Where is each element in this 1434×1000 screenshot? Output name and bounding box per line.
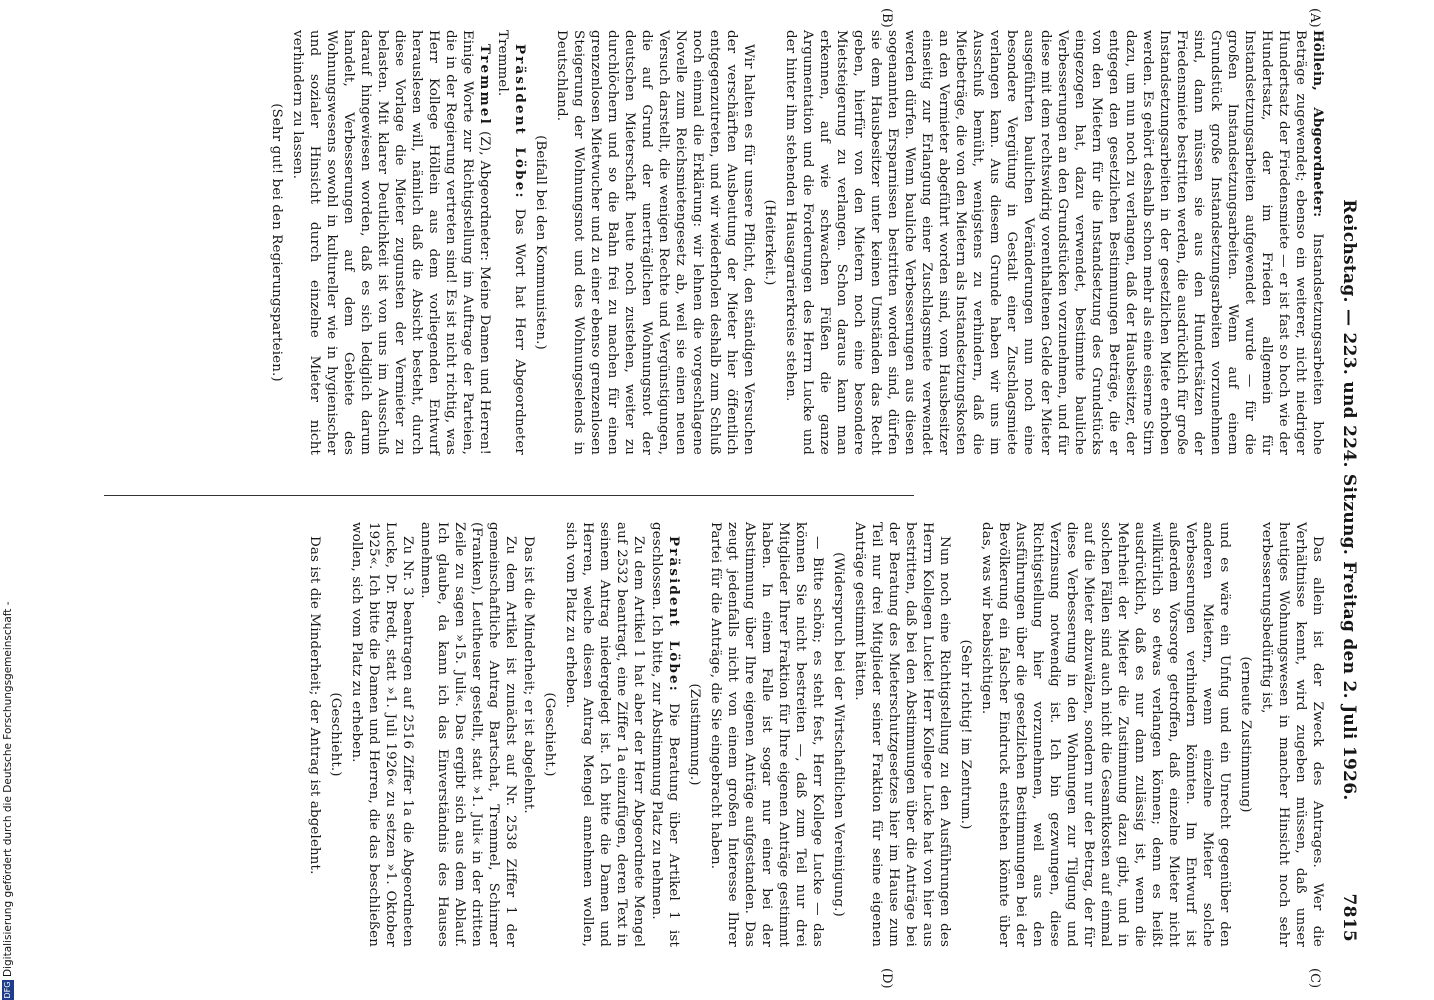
speaker-name: Tremmel	[477, 44, 493, 126]
paragraph: Das ist die Minderheit; der Antrag ist abgelehnt.	[307, 536, 322, 875]
column-divider	[104, 495, 914, 496]
margin-marker-d: (D)	[879, 968, 894, 989]
margin-marker-b: (B)	[879, 8, 894, 28]
left-column	[264, 30, 1326, 455]
paragraph	[289, 30, 493, 455]
interjection: (Sehr gut! bei den Regierungsparteien.)	[269, 103, 284, 382]
paragraph: Zu dem Artikel 1 hat aber der Herr Abgeordnete Mengel auf 2532 beantragt, eine Ziffer 1a einzufügen, deren Text in seinem Antrag niedergelegt ist. Ich bitte die Damen und Herren, welche diesen Antrag Mengel annehmen wollen, sich vom Platz zu erheben.	[563, 522, 646, 947]
interjection: (Widerspruch bei der Wirtschaftlichen Vereinigung.)	[831, 552, 846, 917]
paragraph: Zu Nr. 3 beantragen auf 2516 Ziffer 1a die Abgeordneten Lucke, Dr. Bredt, statt »1. Juli 1926« zu setzen »1. Oktober 1925«. Ich bitte die Damen und Herren, die das beschließen wollen, sich vom Platz zu erheben.	[349, 522, 415, 947]
interjection: (Heiterkeit.)	[762, 199, 777, 286]
paragraph-text: (Z), Abgeordneter: Meine Damen und Herren! Einige Worte zur Richtigstellung im Auftrage der Parteien, die in der Regierung vertreten sind! Es ist nicht richtig, was Herr Kollege Höllein aus dem vorliegenden Entwurf herauslesen will, nämlich daß die Absicht besteht, durch diese Vorlage die Mieter zugunsten der Vermieter zu belasten. Mit klarer Deutlichkeit ist von uns im Ausschuß darauf hingewiesen worden, daß es sich lediglich darum handelt, Verbesserungen auf dem Gebiete des Wohnungswesens sowohl in kultureller wie in hygienischer und sozialer Hinsicht durch einzelne Mieter nicht verhindern zu lassen.	[290, 30, 492, 455]
paragraph: Wir halten es für unsere Pflicht, den ständigen Versuchen der verschärften Ausbeutung der Mieter hier öffentlich entgegenzutreten, und wir wiederholen deshalb zum Schluß noch einmal die Erklärung: wir lehnen die vorgeschlagene Novelle zum Reichsmietengesetz ab, weil sie einen neuen Versuch darstellt, die wenigen Rechte und Vergünstigungen, die auf Grund der unerträglichen Wohnungsnot der deutschen Mieterschaft heute noch zustehen, weiter zu durchlöchern und so die Bahn frei zu machen für einen grenzenlosen Mietwucher und zu einer ebenso grenzenlosen Steigerung der Wohnungsnot und des Wohnungselends in Deutschland.	[554, 30, 756, 455]
margin-marker-c: (C)	[1307, 968, 1322, 989]
speaker-name: Präsident Löbe:	[666, 536, 682, 693]
page-header	[1329, 40, 1359, 960]
interjection: (Sehr richtig! im Zentrum.)	[958, 639, 973, 830]
paragraph-text: Instandsetzungsarbeiten hohe Beträge zugewendet; ebenso ein weiterer, nicht niedriger Hundertsatz der Friedensmiete — er ist fast so hoch wie der Hundertsatz, der im Frieden allgemein für Instandsetzungsarbeiten aufgewendet wurde — für die großen Instandsetzungsarbeiten. Wenn auf einem Grundstück große Instandsetzungsarbeiten vorzunehmen sind, dann müssen sie aus den Hundertsätzen der Friedensmiete bestritten werden, die ausdrücklich für große Instandsetzungsarbeiten in der gesetzlichen Miete erhoben werden. Es gehört deshalb schon mehr als eine eiserne Stirn dazu, um nun noch zu verlangen, daß der Hausbesitzer, der entgegen den gesetzlichen Bestimmungen Beträge, die er von den Mietern für die Instandsetzung des Grundstücks eingezogen hat, dazu verwendet, bestimmte bauliche Verbesserungen an den Grundstücken vorzunehmen, und für diese mit dem rechtswidrig vorenthaltenen Gelde der Mieter ausgeführten baulichen Veränderungen nun noch eine besondere Vergütung in Gestalt einer Zuschlagsmiete verlangen kann. Aus diesem Grunde haben wir uns im Ausschuß bemüht, wenigstens zu verhindern, daß die Mietbeträge, die von den Mietern als Instandsetzungskosten an den Vermieter abgeführt worden sind, vom Hausbesitzer einseitig zur Erlangung einer Zuschlagsmiete verwendet werden dürfen. Wenn bauliche Verbesserungen aus diesen sogenannten Ersparnissen bestritten worden sind, dürfen sie dem Hausbesitzer unter keinen Umständen das Recht geben, hierfür von den Mietern noch eine besondere Mietsteigerung zu verlangen. Schon daraus kann man erkennen, auf wie schwachen Füßen die ganze Argumentation und die Forderungen des Herrn Lucke und der hinter ihm stehenden Hausagrarierkreise stehen.	[783, 30, 1325, 455]
page-number: 7815	[1339, 893, 1359, 942]
margin-marker-a: (A)	[1307, 8, 1322, 28]
paragraph: und es wäre ein Unfug und ein Unrecht gegenüber den anderen Mietern, wenn einzelne Mieter solche Verbesserungen verhindern könnten. Im Entwurf ist außerdem Vorsorge getroffen, daß einzelne Mieter nicht willkürlich so etwas verlangen können; denn es heißt ausdrücklich, daß es nur dann zulässig ist, wenn die Mehrheit der Mieter die Zustimmung dazu gibt, und in solchen Fällen sind auch nicht die Gesamtkosten auf einmal auf die Mieter abzuwälzen, sondern nur der Betrag, der für diese Verbesserung in den Wohnungen zur Tilgung und Verzinsung notwendig ist. Ich bin gezwungen, diese Richtigstellung hier vorzunehmen, weil aus den Ausführungen über die gesetzlichen Bestimmungen bei der Bevölkerung ein falscher Eindruck entstehen könnte über das, was wir beabsichtigen.	[979, 522, 1232, 947]
page-title: Reichstag. — 223. und 224. Sitzung. Freitag den 2. Juli 1926.	[1339, 199, 1359, 801]
interjection: (Geschieht.)	[328, 692, 343, 777]
paragraph: Das allein ist der Zweck des Antrages. Wer die Verhältnisse kennt, wird zugeben müssen, daß unser heutiges Wohnungswesen in mancher Hinsicht noch sehr verbesserungsbedürftig ist,	[1259, 522, 1325, 947]
interjection: (Geschieht.)	[542, 692, 557, 777]
interjection: (erneute Zustimmung)	[1238, 656, 1253, 813]
paragraph: Nun noch eine Richtigstellung zu den Ausführungen des Herrn Kollegen Lucke! Herr Kollege Lucke hat von hier aus bestritten, daß bei den Abstimmungen über die Anträge bei der Beratung des Mieterschutzgesetzes hier im Hause zum Teil nur drei Mitglieder seiner Fraktion für seine eigenen Anträge gestimmt hätten.	[852, 522, 952, 947]
paragraph	[648, 522, 682, 947]
paragraph: Zu dem Artikel ist zunächst auf Nr. 2538 Ziffer 1 der gemeinschaftliche Antrag Bartschat, Tremmel, Schirmer (Franken), Leutheuser gestellt, statt »1. Juli« in der dritten Zeile zu sagen »15. Juli«. Das ergibt sich aus dem Ablauf. Ich glaube, da kann ich das Einverständnis des Hauses annehmen.	[418, 522, 518, 947]
paragraph	[782, 30, 1326, 455]
speaker-name: Höllein, Abgeordneter:	[1310, 30, 1326, 218]
right-column	[305, 522, 1326, 947]
digitization-text: Digitalisierung gefördert durch die Deutsche Forschungsgemeinschaft -	[2, 601, 14, 977]
paragraph: — Bitte schön; es steht fest, Herr Kollege Lucke — das können Sie nicht bestreiten —, daß zum Teil nur drei Mitglieder Ihrer Fraktion für Ihre eigenen Anträge gestimmt haben. In einem Falle ist sogar nur einer bei der Abstimmung über Ihre eigenen Anträge aufgestanden. Das zeugt jedenfalls nicht von einem großen Interesse Ihrer Partei für die Anträge, die Sie eingebracht haben.	[708, 522, 825, 947]
interjection: (Beifall bei den Kommunisten.)	[533, 135, 548, 350]
paragraph	[494, 30, 528, 455]
speaker-name: Präsident Löbe:	[512, 44, 528, 200]
paragraph: Das ist die Minderheit; er ist abgelehnt.	[521, 536, 536, 814]
dfg-logo: DFG	[3, 981, 12, 999]
paragraph-text: Das Wort hat Herr Abgeordneter Tremmel.	[495, 30, 527, 455]
interjection: (Zustimmung.)	[687, 683, 702, 786]
paragraph-text: Die Beratung über Artikel 1 ist geschlossen. Ich bitte, zur Abstimmung Platz zu nehmen.	[649, 522, 681, 947]
